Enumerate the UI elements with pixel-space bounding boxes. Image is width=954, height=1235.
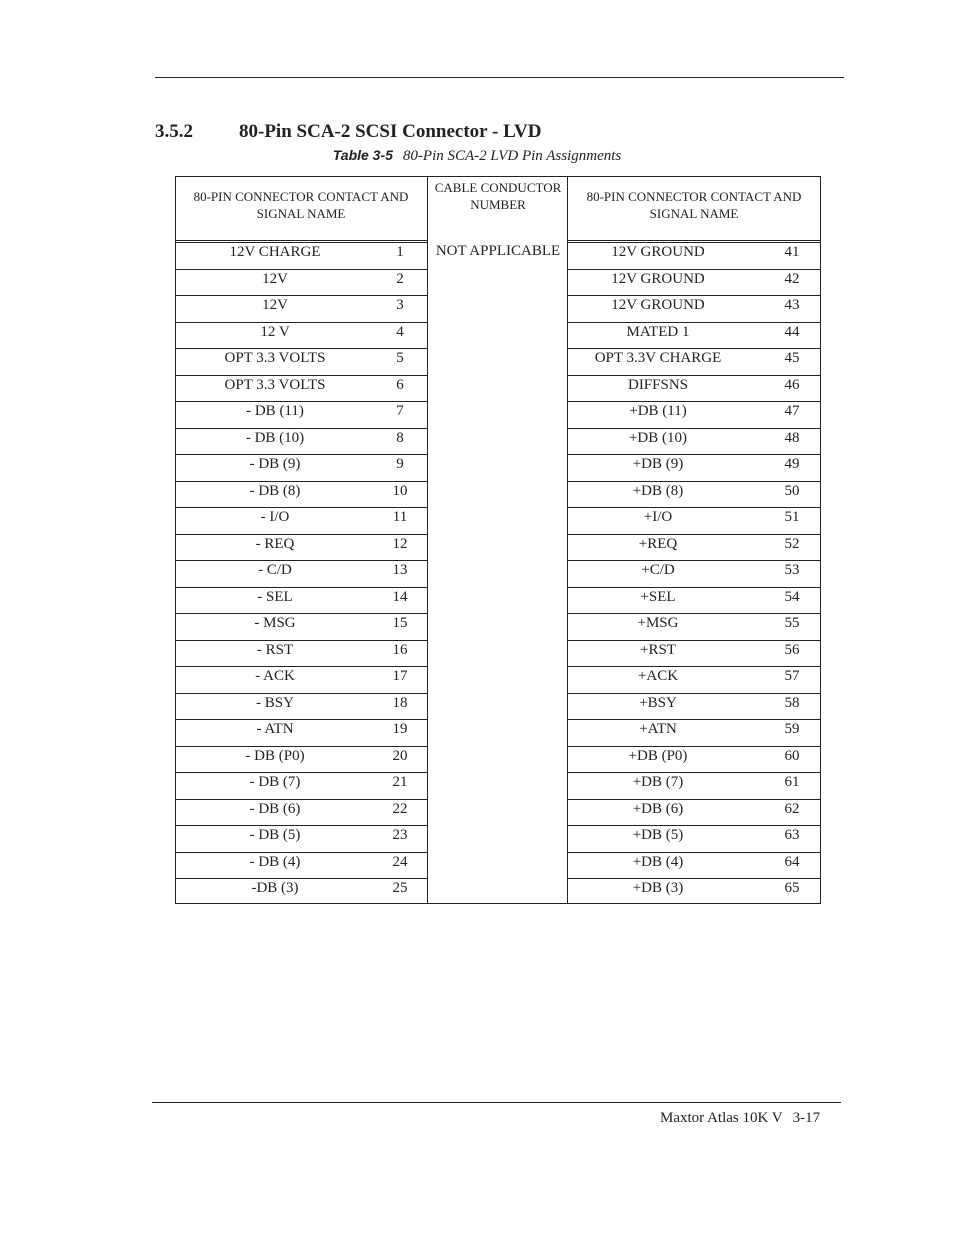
table-caption-label: Table 3-5 [332,147,393,163]
right-signal-name: +SEL [640,588,676,605]
left-pin-number: 24 [392,853,408,870]
table-border-left [175,176,176,904]
left-signal-name: OPT 3.3 VOLTS [224,376,326,393]
left-pin-number: 25 [392,880,408,896]
cable-conductor-note: NOT APPLICABLE [435,243,561,259]
left-signal-name: - DB (5) [249,827,301,843]
right-pin-number: 49 [784,456,800,472]
right-signal-name: +DB (6) [632,800,684,817]
right-pin-number: 58 [784,694,800,711]
left-signal-name: -DB (3) [251,880,299,896]
right-signal-name: +DB (4) [632,853,684,870]
left-signal-name: - MSG [254,615,296,631]
pin-assignment-table [175,176,821,904]
right-pin-number: 55 [784,615,800,631]
left-pin-number: 3 [396,297,404,313]
right-signal-name: +DB (7) [632,774,684,790]
header-right: 80-PIN CONNECTOR CONTACT AND SIGNAL NAME [586,189,802,221]
table-caption-title: 80-Pin SCA-2 LVD Pin Assignments [402,148,622,164]
left-pin-number: 6 [396,376,404,393]
section-heading [155,121,541,143]
right-signal-name: DIFFSNS [627,376,689,393]
right-signal-name: +ATN [639,721,677,737]
right-pin-number: 48 [784,429,800,446]
right-pin-number: 62 [784,800,800,817]
left-pin-number: 10 [392,482,408,499]
left-signal-name: - RST [256,641,294,658]
right-pin-number: 44 [784,323,800,340]
page-footer [660,1110,820,1127]
left-pin-number: 21 [392,774,408,790]
right-pin-number: 57 [784,668,800,684]
right-signal-name: +DB (9) [632,456,684,472]
table-caption [0,147,954,165]
left-pin-number: 13 [392,562,408,578]
right-signal-name: +REQ [638,535,678,552]
right-pin-number: 60 [784,747,800,764]
right-signal-name: +DB (10) [628,429,688,446]
right-signal-name: +I/O [643,509,673,525]
right-pin-number: 54 [784,588,800,605]
right-signal-name: MATED 1 [626,323,690,340]
left-pin-number: 12 [392,535,408,552]
left-signal-name: - ACK [255,668,295,684]
right-signal-name: OPT 3.3V CHARGE [594,350,722,366]
left-pin-number: 1 [396,244,404,260]
left-signal-name: - REQ [255,535,295,552]
right-signal-name: +MSG [637,615,679,631]
right-signal-name: +DB (P0) [628,747,688,764]
right-pin-number: 65 [784,880,800,896]
left-pin-number: 20 [392,747,408,764]
bottom-rule [152,1102,841,1103]
right-pin-number: 45 [784,350,800,366]
left-signal-name: OPT 3.3 VOLTS [224,350,326,366]
left-signal-name: - DB (P0) [245,747,305,764]
right-pin-number: 47 [784,403,800,419]
left-signal-name: 12 V [260,323,290,340]
left-signal-name: - DB (11) [246,403,304,419]
left-pin-number: 2 [396,270,404,287]
right-pin-number: 64 [784,853,800,870]
left-signal-name: 12V [262,297,288,313]
left-pin-number: 4 [396,323,404,340]
left-pin-number: 11 [392,509,408,525]
right-pin-number: 59 [784,721,800,737]
right-pin-number: 43 [784,297,800,313]
left-signal-name: 12V [262,270,288,287]
left-pin-number: 8 [396,429,404,446]
right-signal-name: +ACK [637,668,679,684]
right-pin-number: 52 [784,535,800,552]
left-signal-name: - DB (9) [249,456,301,472]
left-pin-number: 17 [392,668,408,684]
right-pin-number: 56 [784,641,800,658]
header-left: 80-PIN CONNECTOR CONTACT AND SIGNAL NAME [193,189,409,221]
left-signal-name: - DB (4) [249,853,301,870]
left-pin-number: 5 [396,350,404,366]
left-pin-number: 19 [392,721,408,737]
right-pin-number: 50 [784,482,800,499]
table-border-top [175,176,821,177]
left-pin-number: 15 [392,615,408,631]
right-signal-name: +RST [640,641,676,658]
right-signal-name: +BSY [639,694,677,711]
header-mid: CABLE CONDUCTOR NUMBER [434,180,562,212]
right-signal-name: 12V GROUND [611,297,705,313]
table-border-right [820,176,821,904]
left-signal-name: - DB (8) [249,482,301,499]
right-pin-number: 42 [784,270,800,287]
left-pin-number: 7 [396,403,404,419]
right-pin-number: 41 [784,244,800,260]
right-pin-number: 61 [784,774,800,790]
right-signal-name: +C/D [641,562,675,578]
right-signal-name: +DB (3) [632,880,684,896]
left-pin-number: 18 [392,694,408,711]
left-signal-name: - SEL [257,588,293,605]
left-signal-name: 12V CHARGE [229,244,321,260]
left-pin-number: 9 [396,456,404,472]
left-pin-number: 14 [392,588,408,605]
left-signal-name: - DB (10) [245,429,305,446]
top-rule [155,77,844,78]
right-pin-number: 63 [784,827,800,843]
right-signal-name: 12V GROUND [611,270,705,287]
table-border-bottom [175,903,821,904]
right-signal-name: +DB (8) [632,482,684,499]
left-signal-name: - DB (6) [249,800,301,817]
header-rule-left-1 [175,240,428,241]
section-number: 3.5.2 [155,121,193,142]
right-signal-name: 12V GROUND [611,244,705,260]
right-signal-name: +DB (11) [629,403,687,419]
left-pin-number: 16 [392,641,408,658]
right-pin-number: 51 [784,509,800,525]
left-signal-name: - BSY [256,694,294,711]
right-signal-name: +DB (5) [632,827,684,843]
right-pin-number: 53 [784,562,800,578]
left-pin-number: 22 [392,800,408,817]
left-pin-number: 23 [392,827,408,843]
right-pin-number: 46 [784,376,800,393]
table-divider-left [427,176,428,904]
header-rule-right-1 [567,240,821,241]
left-signal-name: - DB (7) [249,774,301,790]
left-signal-name: - C/D [258,562,292,578]
left-signal-name: - I/O [260,509,290,525]
footer-doc-title: Maxtor Atlas 10K V [660,1110,783,1126]
section-title: 80-Pin SCA-2 SCSI Connector - LVD [239,121,542,142]
footer-page-number: 3-17 [792,1110,821,1126]
left-signal-name: - ATN [256,721,294,737]
